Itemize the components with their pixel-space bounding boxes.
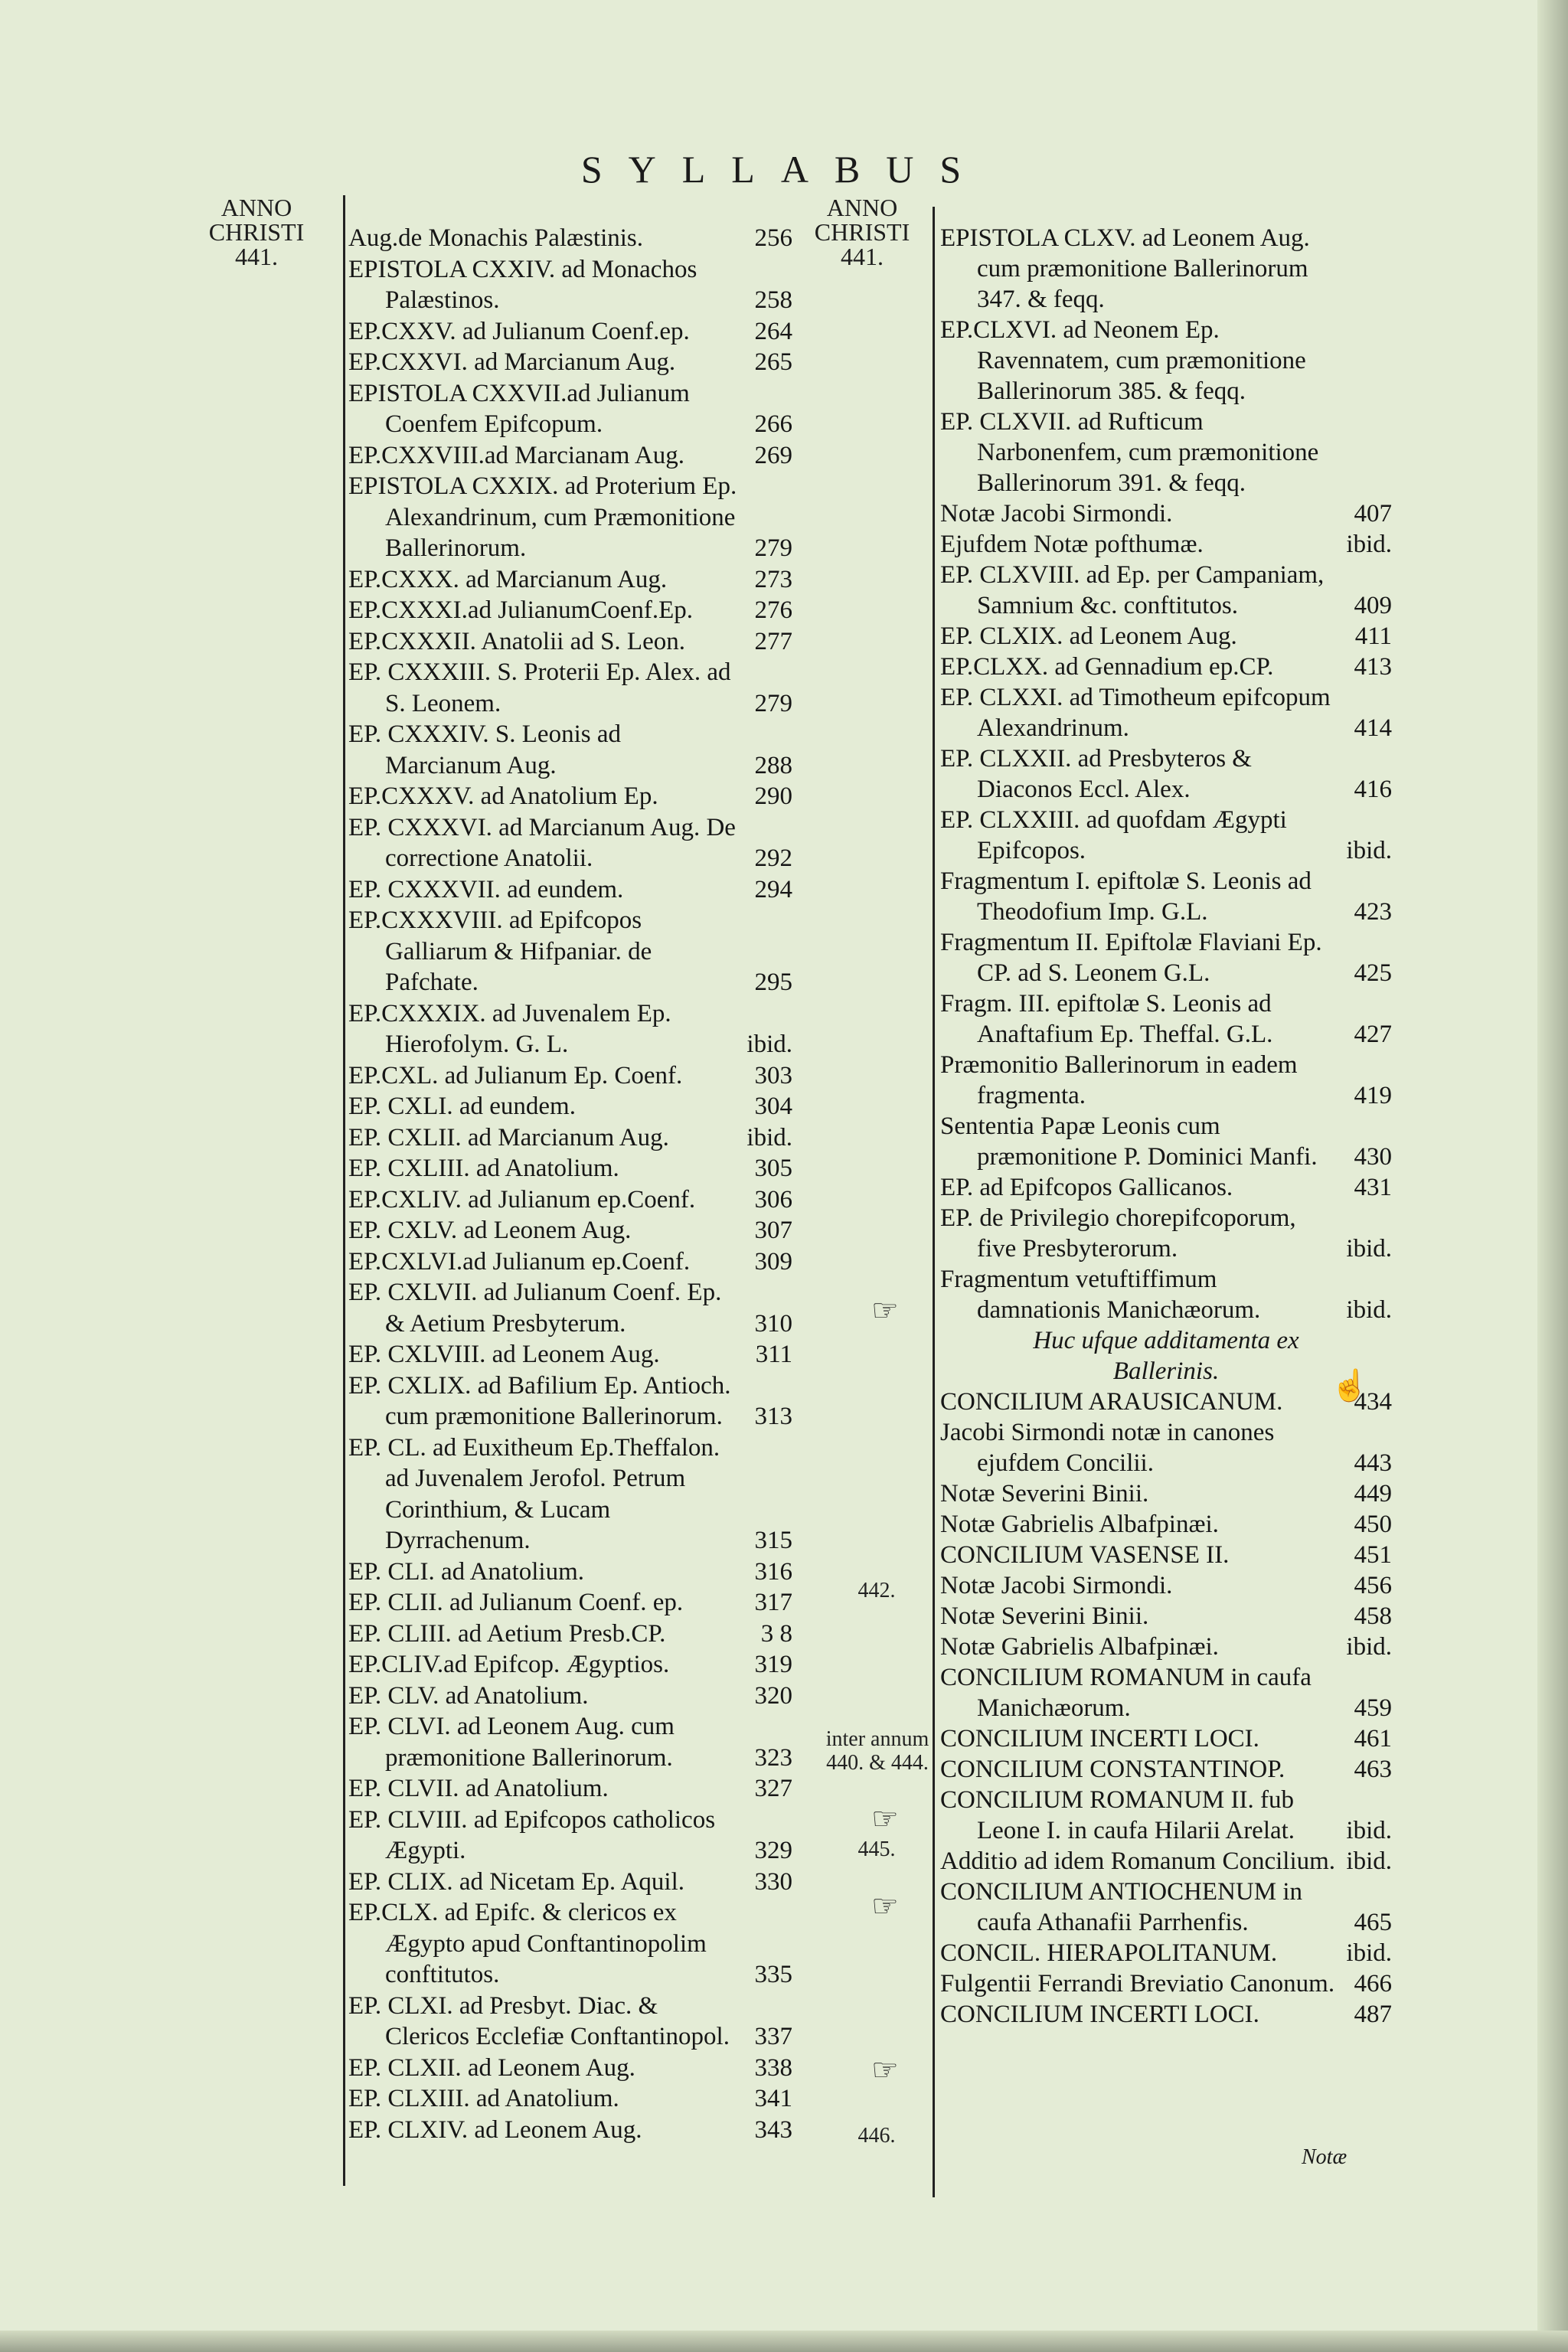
pointing-hand-icon: ☞ xyxy=(871,1802,899,1836)
list-item: Additio ad idem Romanum Concilium. ibid. xyxy=(940,1847,1392,1875)
right-column xyxy=(940,223,1392,2030)
list-item: EP.CXXXI.ad JulianumCoenf.Ep. 276 xyxy=(348,596,792,624)
list-item: EP. de Privilegio chorepifcoporum, five Presbyterorum. ibid. xyxy=(940,1204,1392,1263)
list-item: EPISTOLA CXXIV. ad Monachos Palæstinos. 258 xyxy=(348,255,792,314)
page-title: SYLLABUS xyxy=(580,148,988,191)
list-item: EP.CXL. ad Julianum Ep. Coenf. 303 xyxy=(348,1061,792,1089)
hand-mark-icon: ☝ xyxy=(1331,1368,1369,1403)
list-item: EP.CXXV. ad Julianum Coenf.ep. 264 xyxy=(348,317,792,345)
list-item: EP. CLIII. ad Aetium Presb.CP. 3 8 xyxy=(348,1619,792,1648)
list-item: EP. CLXXII. ad Presbyteros & Diaconos Eccl. Alex. 416 xyxy=(940,745,1392,803)
list-item: CONCILIUM ANTIOCHENUM in caufa Athanafii Parrhenfis. 465 xyxy=(940,1878,1392,1936)
pointing-hand-icon: ☞ xyxy=(871,2053,899,2087)
list-item: EP.CLIV.ad Epifcop. Ægyptios. 319 xyxy=(348,1651,792,1678)
list-item: EP. CLII. ad Julianum Coenf. ep. 317 xyxy=(348,1589,792,1616)
list-item: Sententia Papæ Leonis cum præmonitione P. Dominici Manfi. 430 xyxy=(940,1112,1392,1171)
page-edge-bottom xyxy=(0,2331,1568,2352)
anno-label: ANNO xyxy=(826,194,898,221)
list-item: EP. CL. ad Euxitheum Ep.Theffalon. ad Juvenalem Jerofol. Petrum Corinthium, & Lucam Dyrrachenum. 315 xyxy=(348,1433,792,1554)
list-item: Præmonitio Ballerinorum in eadem fragmenta. 419 xyxy=(940,1051,1392,1109)
list-item: EP. CLIX. ad Nicetam Ep. Aquil. 330 xyxy=(348,1867,792,1896)
list-item: EP. CLVIII. ad Epifcopos catholicos Ægypti. 329 xyxy=(348,1805,792,1864)
list-item: EP. CXLVIII. ad Leonem Aug. 311 xyxy=(348,1341,792,1368)
list-item: EPISTOLA CLXV. ad Leonem Aug. cum præmonitione Ballerinorum 347. & feqq. xyxy=(940,224,1310,313)
list-item: CONCILIUM INCERTI LOCI. 461 xyxy=(940,1725,1392,1753)
list-item: Notæ Gabrielis Albafpinæi. 450 xyxy=(940,1511,1392,1538)
list-item: Fragmentum I. epiftolæ S. Leonis ad Theodofium Imp. G.L. 423 xyxy=(940,867,1392,926)
year-label: 441. xyxy=(841,243,884,270)
list-item: Aug.de Monachis Palæstinis. 256 xyxy=(348,224,792,252)
list-item: CONCILIUM CONSTANTINOP. 463 xyxy=(940,1756,1392,1783)
list-item: EP.CLXVI. ad Neonem Ep. Ravennatem, cum præmonitione Ballerinorum 385. & feqq. xyxy=(940,316,1306,405)
anno-christi-left xyxy=(207,195,306,269)
margin-year-446: 446. xyxy=(858,2124,896,2148)
list-item: Notæ Gabrielis Albafpinæi. ibid. xyxy=(940,1633,1392,1661)
list-item: EPISTOLA CXXIX. ad Proterium Ep. Alexandrinum, cum Præmonitione Ballerinorum. 279 xyxy=(348,472,792,562)
list-item: Jacobi Sirmondi notæ in canones ejufdem Concilii. 443 xyxy=(940,1419,1392,1477)
list-item: EP.CXXXV. ad Anatolium Ep. 290 xyxy=(348,782,792,810)
list-item: EP.CXLIV. ad Julianum ep.Coenf. 306 xyxy=(348,1185,792,1214)
list-item: EP. CLXI. ad Presbyt. Diac. & Clericos Ecclefiæ Conftantinopol. 337 xyxy=(348,1991,792,2050)
list-item: EP. CXXXVII. ad eundem. 294 xyxy=(348,875,792,903)
column-rule-right xyxy=(933,207,935,2197)
list-item: CONCIL. HIERAPOLITANUM. ibid. xyxy=(940,1939,1392,1967)
list-item: EP. CXLVII. ad Julianum Coenf. Ep. & Aetium Presbyterum. 310 xyxy=(348,1279,792,1338)
list-item: Notæ Severini Binii. 449 xyxy=(940,1480,1392,1508)
left-column xyxy=(348,223,792,2145)
list-item: EP. CLXVIII. ad Ep. per Campaniam, Samnium &c. conftitutos. 409 xyxy=(940,561,1392,619)
list-item: CONCILIUM VASENSE II. 451 xyxy=(940,1541,1392,1569)
list-item: EP.CXXXII. Anatolii ad S. Leon. 277 xyxy=(348,627,792,655)
page-edge-right xyxy=(1537,0,1568,2352)
christi-label: CHRISTI xyxy=(208,218,305,246)
pointing-hand-icon: ☞ xyxy=(871,1889,899,1923)
list-item: EP.CXXX. ad Marcianum Aug. 273 xyxy=(348,565,792,593)
list-item: EP. CXXXIV. S. Leonis ad Marcianum Aug. 288 xyxy=(348,720,792,779)
list-item: CONCILIUM ROMANUM in caufa Manichæorum. 459 xyxy=(940,1664,1392,1722)
pointing-hand-icon: ☞ xyxy=(871,1293,899,1328)
list-item: EP.CXXVIII.ad Marcianam Aug. 269 xyxy=(348,441,792,469)
list-item: CONCILIUM ROMANUM II. fub Leone I. in caufa Hilarii Arelat. ibid. xyxy=(940,1786,1392,1844)
margin-year-445: 445. xyxy=(858,1838,896,1861)
list-item: EP. CLXIV. ad Leonem Aug. 343 xyxy=(348,2115,792,2144)
list-item: EP. CXLV. ad Leonem Aug. 307 xyxy=(348,1217,792,1244)
list-item: CONCILIUM INCERTI LOCI. 487 xyxy=(940,2001,1392,2028)
list-item: EP. CXLIX. ad Bafilium Ep. Antioch. cum præmonitione Ballerinorum. 313 xyxy=(348,1371,792,1430)
list-item: EP. CLXVII. ad Rufticum Narbonenfem, cum præmonitione Ballerinorum 391. & feqq. xyxy=(940,408,1319,497)
column-rule-left xyxy=(343,195,345,2186)
list-item: EPISTOLA CXXVII.ad Julianum Coenfem Epifcopum. 266 xyxy=(348,379,792,438)
list-item: EP. CLXXIII. ad quofdam Ægypti Epifcopos. ibid. xyxy=(940,806,1392,864)
list-item: Fragm. III. epiftolæ S. Leonis ad Anaftafium Ep. Theffal. G.L. 427 xyxy=(940,990,1392,1048)
list-item: EP. CLXXI. ad Timotheum epifcopum Alexandrinum. 414 xyxy=(940,684,1392,742)
year-label: 441. xyxy=(235,243,278,270)
anno-label: ANNO xyxy=(220,194,292,221)
list-item: EP. CLVII. ad Anatolium. 327 xyxy=(348,1775,792,1802)
margin-year-442: 442. xyxy=(858,1579,896,1602)
list-item: Notæ Jacobi Sirmondi. 456 xyxy=(940,1572,1392,1599)
list-item: Fulgentii Ferrandi Breviatio Canonum. 466 xyxy=(940,1970,1392,1998)
list-item: EP. CXLI. ad eundem. 304 xyxy=(348,1093,792,1120)
list-item: EP. CLXIII. ad Anatolium. 341 xyxy=(348,2085,792,2112)
list-item: EP. CXXXIII. S. Proterii Ep. Alex. ad S. Leonem. 279 xyxy=(348,658,792,717)
list-item: Notæ Jacobi Sirmondi. 407 xyxy=(940,500,1392,528)
margin-year-range: inter annum 440. & 444. xyxy=(825,1727,929,1775)
list-item: EP.CLXX. ad Gennadium ep.CP. 413 xyxy=(940,653,1392,681)
list-item: EP. CLVI. ad Leonem Aug. cum præmonitione Ballerinorum. 323 xyxy=(348,1713,792,1772)
list-item: EP. ad Epifcopos Gallicanos. 431 xyxy=(940,1174,1392,1201)
list-item: Fragmentum vetuftiffimum damnationis Manichæorum. ibid. xyxy=(940,1266,1392,1324)
list-item: EP.CXXVI. ad Marcianum Aug. 265 xyxy=(348,348,792,376)
list-item: EP. CXXXVI. ad Marcianum Aug. De correctione Anatolii. 292 xyxy=(348,813,792,872)
christi-label: CHRISTI xyxy=(814,218,910,246)
list-item: EP.CXXXIX. ad Juvenalem Ep. Hierofolym. G. L. ibid. xyxy=(348,999,792,1058)
list-item: Huc ufque additamenta ex Ballerinis. xyxy=(1033,1327,1299,1385)
list-item: EP.CLX. ad Epifc. & clericos ex Ægypto apud Conftantinopolim conftitutos. 335 xyxy=(348,1899,792,1988)
list-item: EP. CLI. ad Anatolium. 316 xyxy=(348,1557,792,1586)
list-item: Fragmentum II. Epiftolæ Flaviani Ep. CP. ad S. Leonem G.L. 425 xyxy=(940,929,1392,987)
list-item: Ejufdem Notæ pofthumæ. ibid. xyxy=(940,531,1392,558)
list-item: EP. CLXII. ad Leonem Aug. 338 xyxy=(348,2053,792,2082)
list-item: Notæ Severini Binii. 458 xyxy=(940,1602,1392,1630)
list-item: EP.CXXXVIII. ad Epifcopos Galliarum & Hifpaniar. de Pafchate. 295 xyxy=(348,906,792,996)
list-item: EP. CXLII. ad Marcianum Aug. ibid. xyxy=(348,1123,792,1152)
list-item: EP.CXLVI.ad Julianum ep.Coenf. 309 xyxy=(348,1247,792,1276)
catchword: Notæ xyxy=(1302,2145,1348,2169)
list-item: EP. CLV. ad Anatolium. 320 xyxy=(348,1681,792,1710)
list-item: EP. CLXIX. ad Leonem Aug. 411 xyxy=(940,622,1392,650)
anno-christi-middle xyxy=(808,195,916,269)
list-item: CONCILIUM ARAUSICANUM. 434 xyxy=(940,1388,1392,1416)
list-item: EP. CXLIII. ad Anatolium. 305 xyxy=(348,1155,792,1182)
